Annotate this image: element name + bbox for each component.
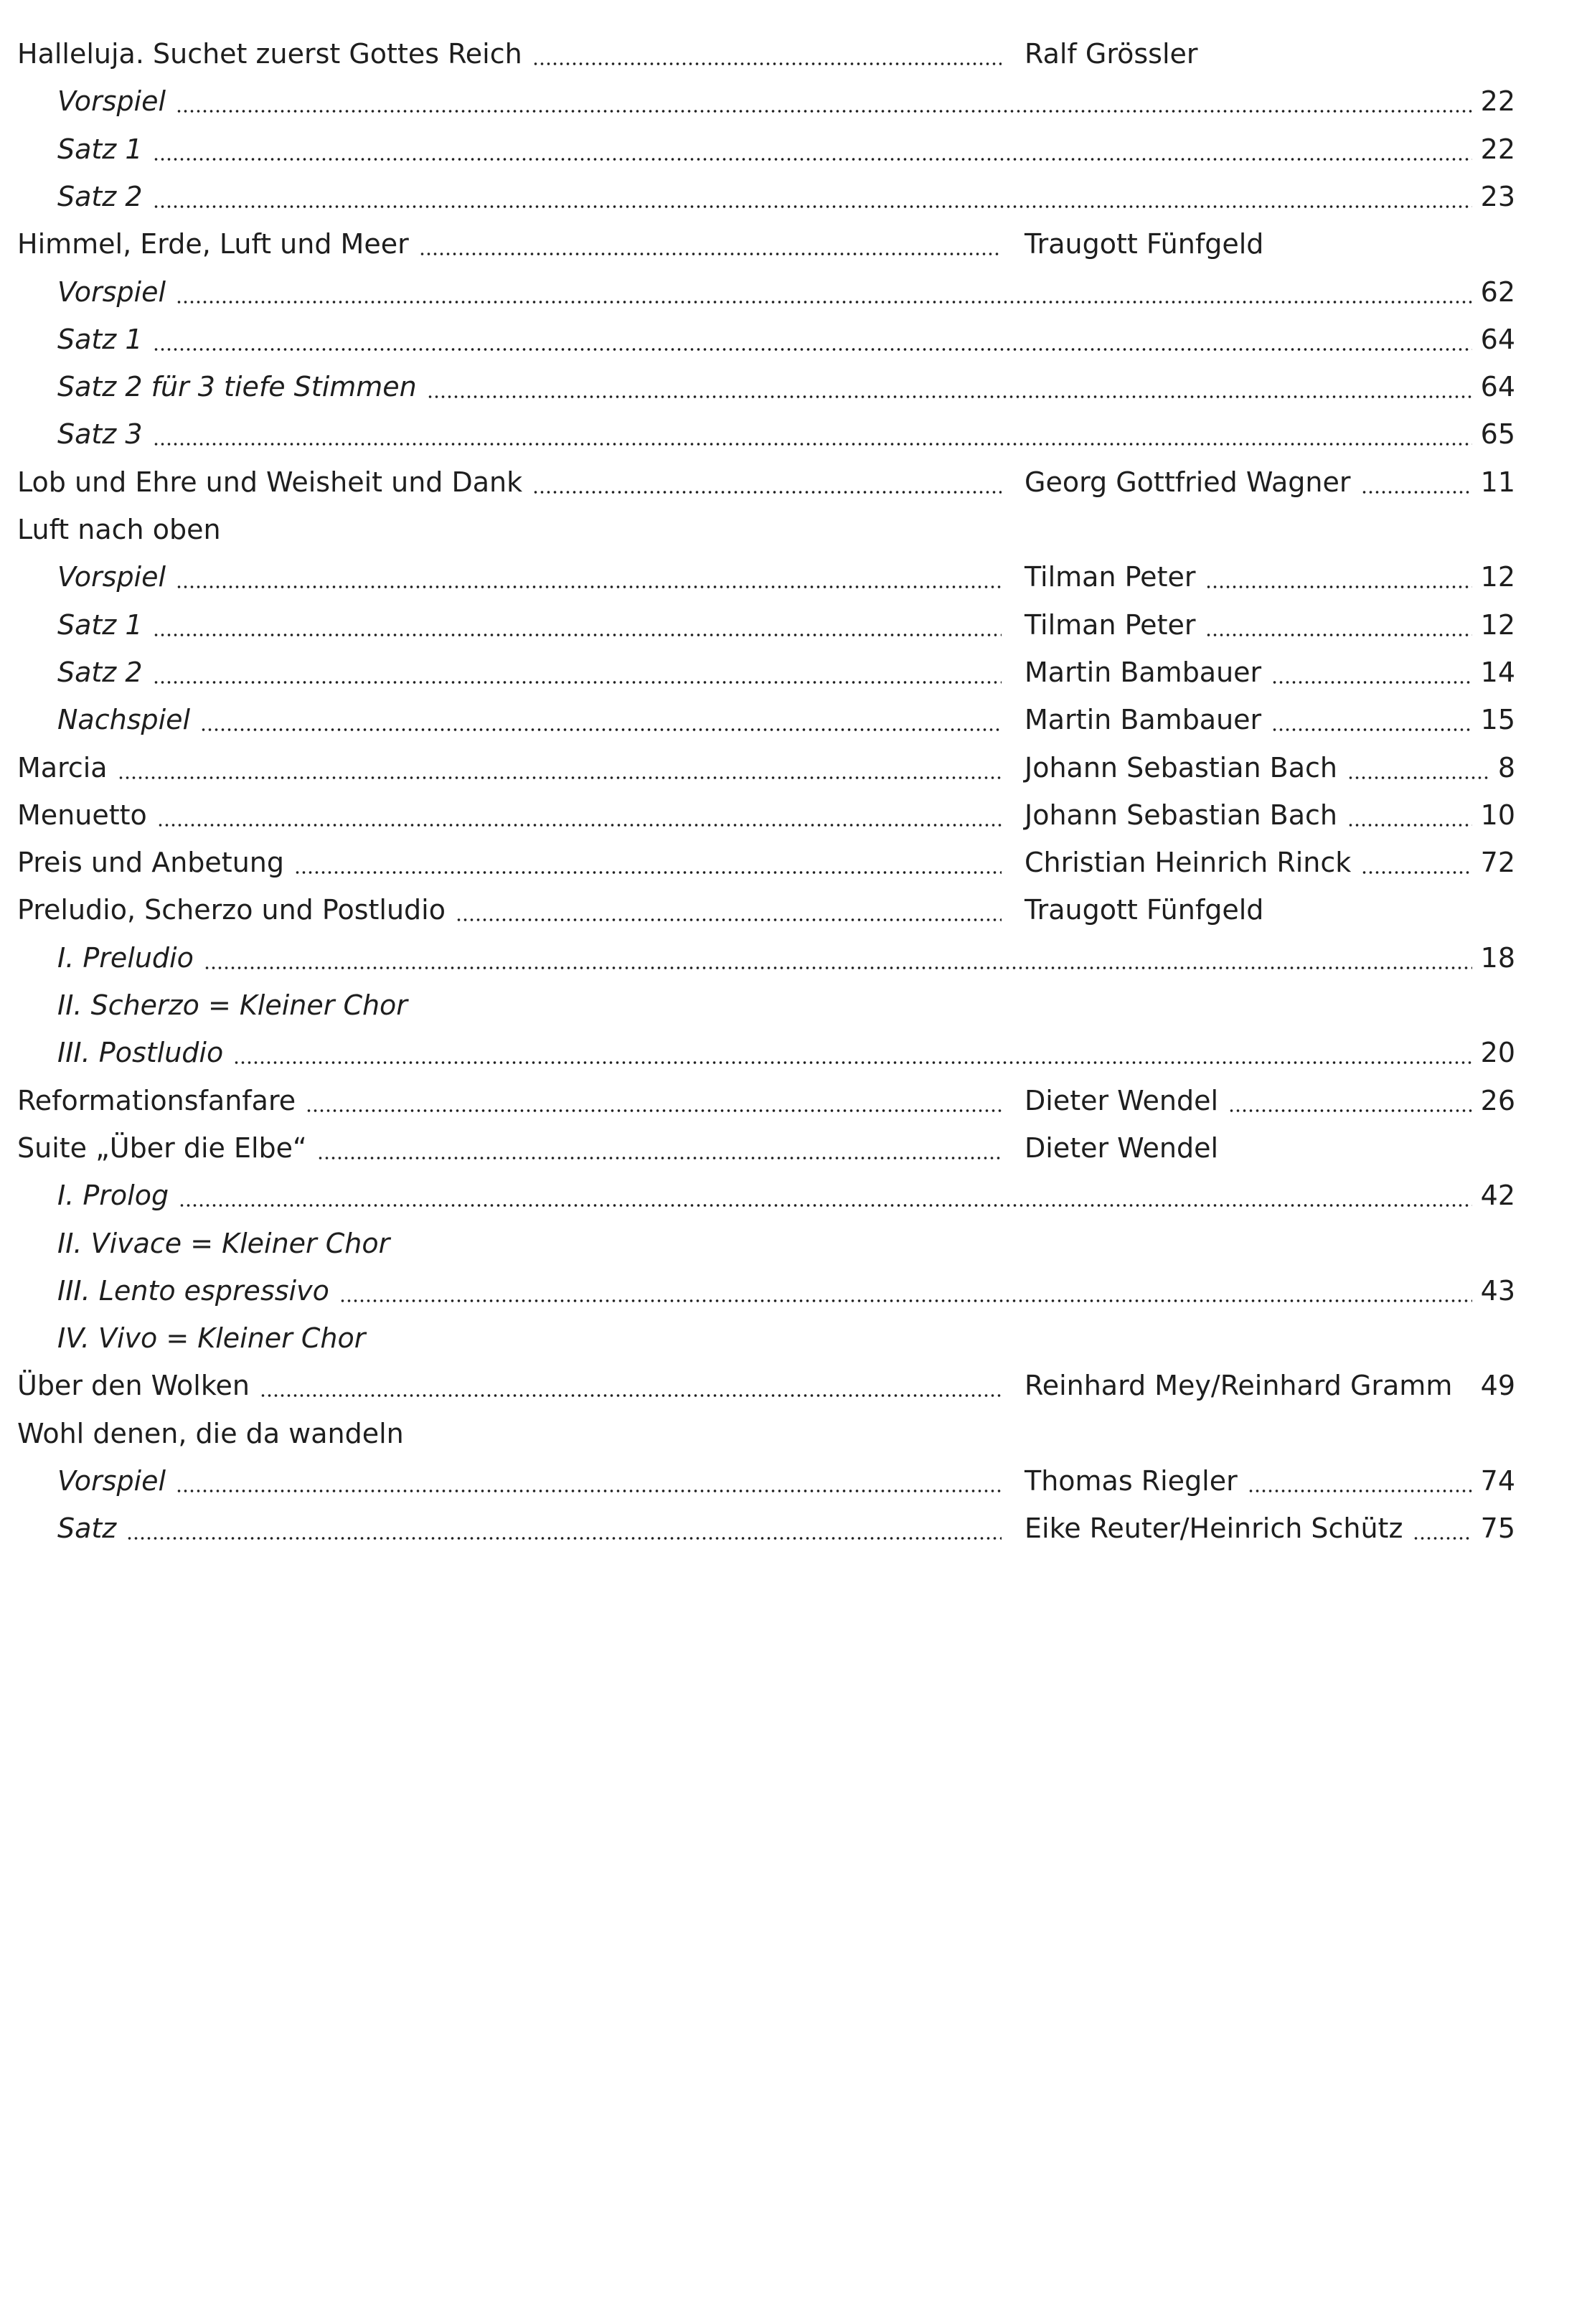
leader-dots (204, 966, 1472, 970)
leader-dots (176, 1489, 1002, 1493)
leader-dots (1205, 633, 1472, 637)
leader-dots (1205, 585, 1472, 589)
toc-entry-page: 42 (1472, 1182, 1515, 1209)
toc-entry-title: III. Postludio (57, 1039, 233, 1066)
toc-entry (0, 121, 1587, 169)
toc-entry-title: Suite „Über die Elbe“ (17, 1134, 317, 1162)
toc-entry-author: Johann Sebastian Bach (1025, 754, 1347, 781)
toc-entry-title: Reformationsfanfare (17, 1087, 306, 1114)
toc-entry-page: 15 (1472, 706, 1515, 733)
toc-entry (0, 1358, 1587, 1405)
leader-dots (200, 728, 1002, 732)
toc-entry-page: 74 (1472, 1467, 1515, 1495)
toc-entry-page: 10 (1472, 801, 1515, 829)
toc-entry (0, 26, 1587, 73)
toc-entry-title: I. Prolog (57, 1182, 179, 1209)
toc-entry (0, 1025, 1587, 1072)
toc-entry-page: 49 (1472, 1372, 1515, 1399)
toc-entry-page: 65 (1472, 420, 1515, 448)
leader-dots (1347, 776, 1489, 780)
toc-entry (0, 406, 1587, 453)
toc-entry (0, 359, 1587, 406)
toc-entry-page: 64 (1472, 326, 1515, 353)
toc-entry (0, 169, 1587, 216)
leader-dots (1347, 823, 1472, 827)
toc-entry (0, 740, 1587, 787)
toc-entry (0, 692, 1587, 739)
toc-entry-page: 72 (1472, 849, 1515, 876)
toc-entry (0, 1167, 1587, 1215)
toc-entry-title: Wohl denen, die da wandeln (17, 1420, 414, 1447)
leader-dots (339, 1299, 1472, 1303)
leader-dots (153, 347, 1472, 352)
toc-entry-page: 62 (1472, 278, 1515, 306)
toc-entry-author: Dieter Wendel (1025, 1087, 1228, 1114)
leader-dots (157, 823, 1002, 827)
leader-dots (419, 252, 1002, 256)
toc-entry-author: Martin Bambauer (1025, 706, 1271, 733)
leader-dots (456, 918, 1002, 922)
toc-entry-title: Satz 3 (57, 420, 153, 448)
toc-entry (0, 930, 1587, 977)
leader-dots (317, 1156, 1002, 1160)
toc-entry-title: Nachspiel (57, 706, 200, 733)
toc-entry-author: Christian Heinrich Rinck (1025, 849, 1361, 876)
toc-entry (0, 311, 1587, 359)
toc-entry-title: Satz 1 (57, 611, 153, 639)
toc-entry-page: 14 (1472, 659, 1515, 686)
toc-entry-author: Tilman Peter (1025, 611, 1205, 639)
toc-entry (0, 597, 1587, 644)
toc-entry (0, 502, 1587, 549)
leader-dots (233, 1060, 1472, 1065)
toc-entry-author: Georg Gottfried Wagner (1025, 469, 1361, 496)
toc-entry (0, 1500, 1587, 1548)
toc-entry-page: 11 (1472, 469, 1515, 496)
toc-entry-title: II. Scherzo = Kleiner Chor (57, 992, 418, 1019)
toc-entry-title: Satz 2 für 3 tiefe Stimmen (57, 373, 427, 400)
leader-dots (427, 395, 1472, 399)
toc-entry (0, 1310, 1587, 1358)
toc-entry-title: Satz 2 (57, 659, 153, 686)
leader-dots (1248, 1489, 1472, 1493)
leader-dots (532, 62, 1002, 66)
toc-entry-author: Martin Bambauer (1025, 659, 1271, 686)
toc-entry-title: II. Vivace = Kleiner Chor (57, 1230, 400, 1257)
leader-dots (176, 300, 1472, 304)
toc-entry (0, 644, 1587, 692)
toc-entry-author: Johann Sebastian Bach (1025, 801, 1347, 829)
toc-entry-page: 22 (1472, 88, 1515, 115)
toc-entry (0, 454, 1587, 502)
leader-dots (153, 157, 1472, 161)
toc-entry (0, 1406, 1587, 1453)
toc-entry-page: 26 (1472, 1087, 1515, 1114)
toc-entry (0, 216, 1587, 263)
toc-entry (0, 1453, 1587, 1500)
toc-entry-title: Über den Wolken (17, 1372, 260, 1399)
toc-entry-page: 12 (1472, 611, 1515, 639)
toc-entry-title: Vorspiel (57, 1467, 176, 1495)
toc-entry-title: I. Preludio (57, 944, 204, 972)
toc-entry-page: 20 (1472, 1039, 1515, 1066)
toc-entry-title: Marcia (17, 754, 118, 781)
toc-entry (0, 1073, 1587, 1120)
toc-entry-author: Traugott Fünfgeld (1025, 230, 1273, 258)
leader-dots (1271, 728, 1472, 732)
leader-dots (153, 442, 1472, 446)
toc-entry (0, 1263, 1587, 1310)
toc-entry-author: Reinhard Mey/Reinhard Gramm (1025, 1372, 1462, 1399)
toc-entry-title: Lob und Ehre und Weisheit und Dank (17, 469, 532, 496)
leader-dots (126, 1536, 1002, 1540)
leader-dots (306, 1109, 1002, 1113)
toc-entry-title: Satz 1 (57, 136, 153, 163)
toc-entry-page: 64 (1472, 373, 1515, 400)
toc-entry (0, 264, 1587, 311)
leader-dots (176, 585, 1002, 589)
leader-dots (1228, 1109, 1472, 1113)
toc-entry-page: 18 (1472, 944, 1515, 972)
toc-entry-title: Satz (57, 1515, 126, 1542)
leader-dots (294, 870, 1002, 875)
leader-dots (153, 204, 1472, 209)
toc-entry-title: Menuetto (17, 801, 157, 829)
leader-dots (153, 633, 1002, 637)
toc-entry (0, 1120, 1587, 1167)
leader-dots (1271, 680, 1472, 685)
leader-dots (1361, 490, 1472, 494)
toc-entry-author: Tilman Peter (1025, 563, 1205, 591)
toc-entry-title: Vorspiel (57, 278, 176, 306)
toc-entry-page: 8 (1489, 754, 1515, 781)
toc-entry-title: Halleluja. Suchet zuerst Gottes Reich (17, 40, 532, 67)
toc-entry-title: Vorspiel (57, 88, 176, 115)
toc-entry-author: Thomas Riegler (1025, 1467, 1248, 1495)
toc-entry (0, 787, 1587, 834)
toc-entry-title: Satz 2 (57, 183, 153, 210)
toc-entry-author: Traugott Fünfgeld (1025, 896, 1273, 923)
toc-entry-author: Ralf Grössler (1025, 40, 1208, 67)
toc-entry-author: Dieter Wendel (1025, 1134, 1228, 1162)
leader-dots (532, 490, 1002, 494)
leader-dots (179, 1203, 1472, 1208)
toc-entry-title: Preis und Anbetung (17, 849, 294, 876)
toc-entry-page: 23 (1472, 183, 1515, 210)
leader-dots (1413, 1536, 1472, 1540)
toc-entry (0, 1215, 1587, 1263)
leader-dots (118, 776, 1002, 780)
toc-entry-title: Satz 1 (57, 326, 153, 353)
toc-entry-author: Eike Reuter/Heinrich Schütz (1025, 1515, 1413, 1542)
leader-dots (260, 1393, 1002, 1398)
leader-dots (153, 680, 1002, 685)
toc-entry (0, 882, 1587, 929)
leader-dots (1361, 870, 1472, 875)
toc-entry (0, 549, 1587, 596)
toc-entry-title: Himmel, Erde, Luft und Meer (17, 230, 419, 258)
toc-entry-page: 75 (1472, 1515, 1515, 1542)
toc-entry (0, 834, 1587, 882)
toc-entry-page: 22 (1472, 136, 1515, 163)
toc-entry-title: Luft nach oben (17, 516, 231, 543)
toc-entry-title: Vorspiel (57, 563, 176, 591)
toc-entry-page: 43 (1472, 1277, 1515, 1304)
toc-entry-title: III. Lento espressivo (57, 1277, 339, 1304)
toc-entry-title: IV. Vivo = Kleiner Chor (57, 1325, 375, 1352)
toc-entry-page: 12 (1472, 563, 1515, 591)
toc-entry (0, 977, 1587, 1025)
toc-entry-title: Preludio, Scherzo und Postludio (17, 896, 456, 923)
leader-dots (176, 109, 1472, 113)
toc-entry (0, 73, 1587, 121)
